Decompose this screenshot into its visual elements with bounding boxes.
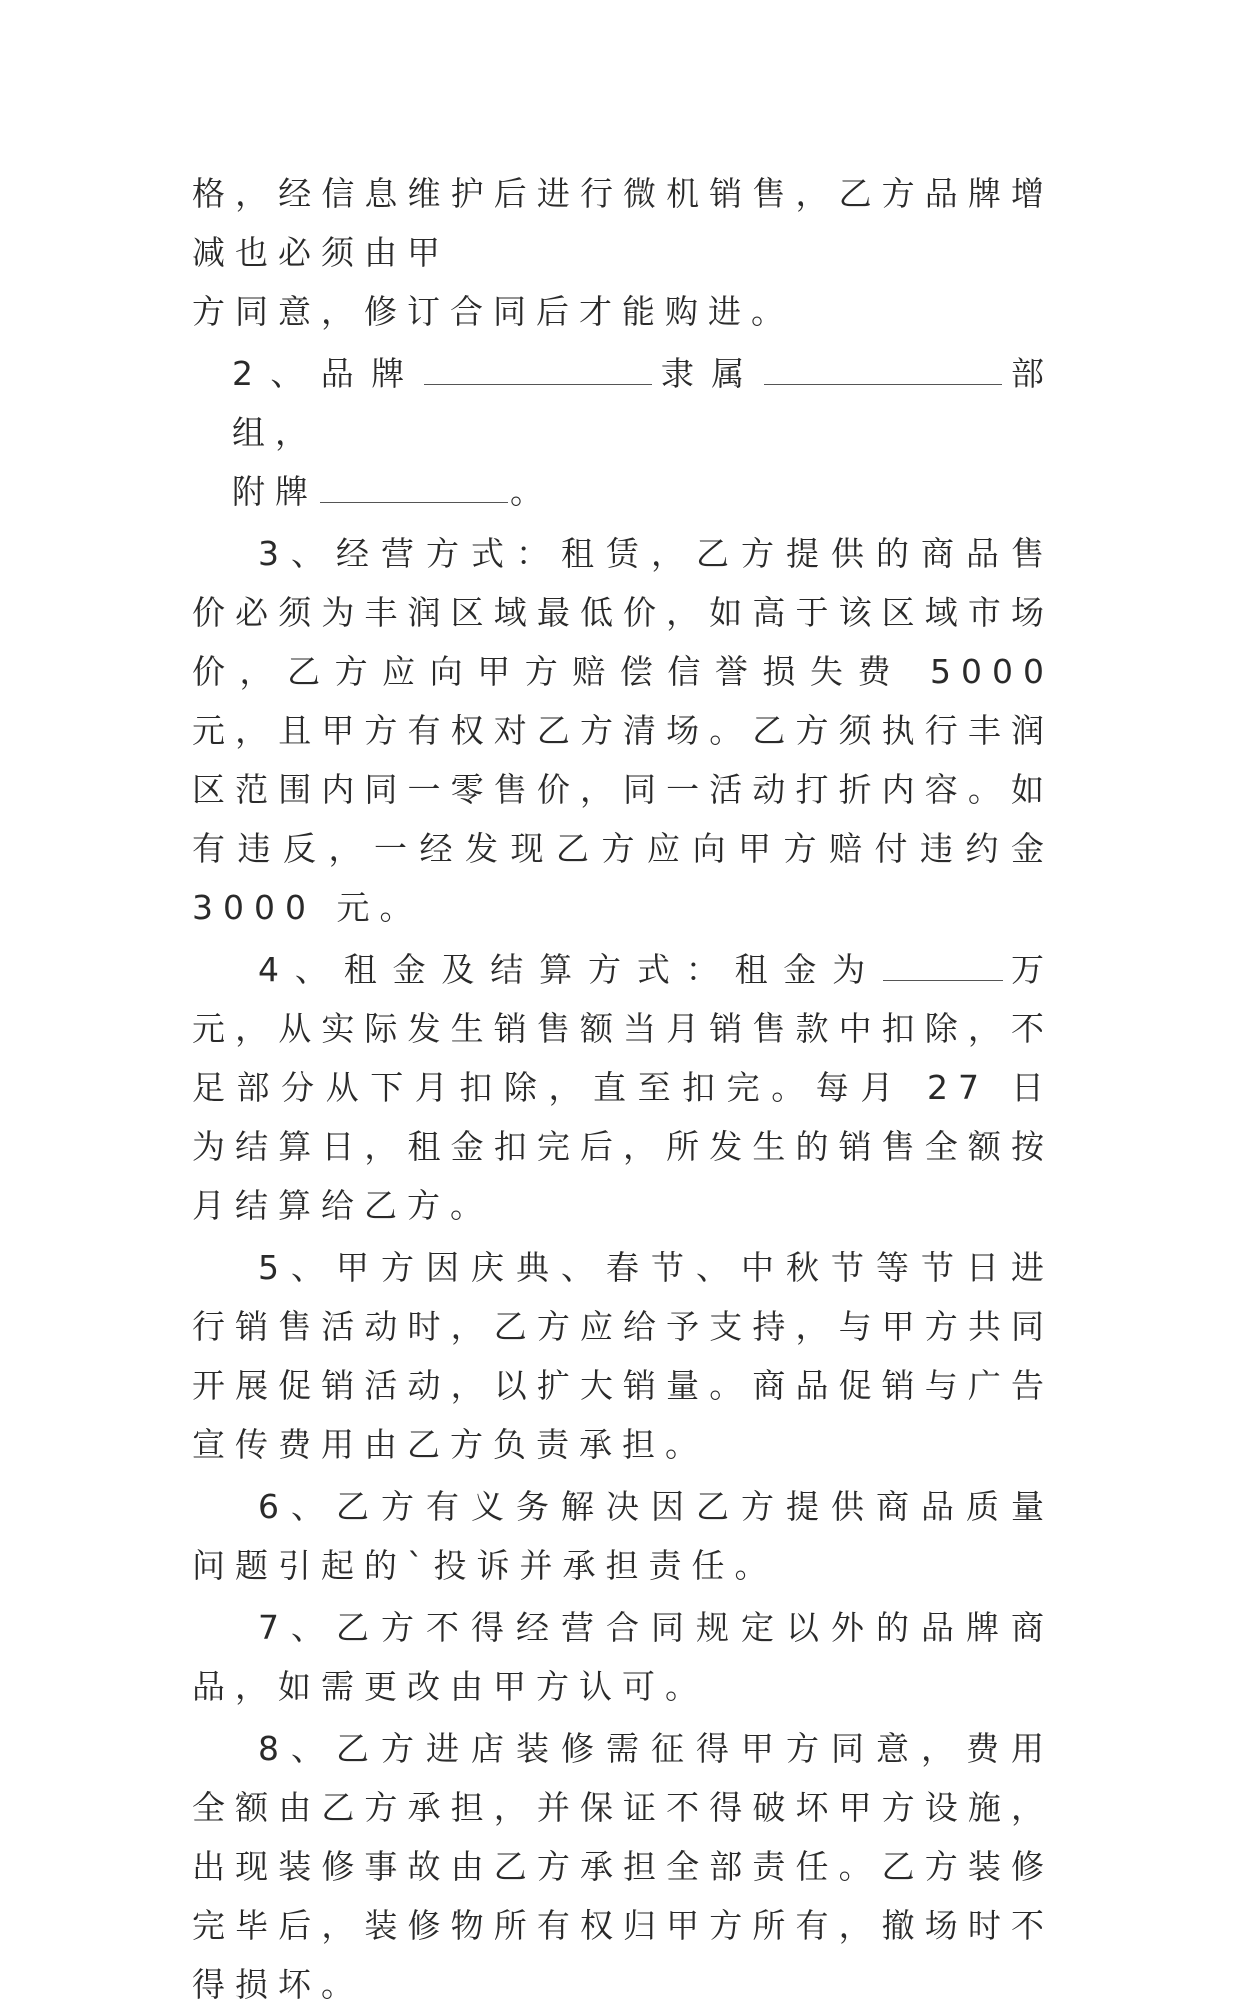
clause-4 [192,940,1054,1235]
clause-6: 6、乙方有义务解决因乙方提供商品质量问题引起的`投诉并承担责任。 [192,1487,1054,1585]
brand-blank[interactable] [424,356,652,385]
paragraph-line: 格，经信息维护后进行微机销售，乙方品牌增减也必须由甲 [192,174,1054,272]
paragraph-continued [192,164,1054,341]
sub-brand-label: 附牌 [232,472,318,511]
sub-brand-end: 。 [510,472,553,511]
clause-2-mid: 隶属 [653,354,762,393]
clause-7: 7、乙方不得经营合同规定以外的品牌商品，如需更改由甲方认可。 [192,1608,1054,1706]
clause-8: 8、乙方进店装修需征得甲方同意，费用全额由乙方承担，并保证不得破坏甲方设施，出现装修事故由乙方承担全部责任。乙方装修完毕后，装修物所有权归甲方所有，撤场时不得损坏。 [192,1729,1054,2004]
belongs-blank[interactable] [764,356,1002,385]
sub-brand-blank[interactable] [320,474,508,503]
clause-2-label: 2、品牌 [232,354,422,393]
clause-2-line2 [232,462,1054,521]
clause-2-end: 部组， [232,354,1054,452]
paragraph-line: 方同意，修订合同后才能购进。 [192,292,794,331]
clause-2 [192,344,1054,521]
clause-4-rest: 万元，从实际发生销售额当月销售款中扣除，不足部分从下月扣除，直至扣完。每月 27 日为结算日，租金扣完后，所发生的销售全额按月结算给乙方。 [192,950,1054,1225]
clause-5: 5、甲方因庆典、春节、中秋节等节日进行销售活动时，乙方应给予支持，与甲方共同开展促销活动，以扩大销量。商品促销与广告宣传费用由乙方负责承担。 [192,1248,1054,1464]
clause-4-start: 4、租金及结算方式：租金为 [258,950,882,989]
rent-blank[interactable] [883,952,1003,981]
clause-3: 3、经营方式：租赁，乙方提供的商品售价必须为丰润区域最低价，如高于该区域市场价，乙方应向甲方赔偿信誉损失费 5000 元，且甲方有权对乙方清场。乙方须执行丰润区范围内同一零售价，同一活动打折内容。如有违反，一经发现乙方应向甲方赔付违约金 3000 元。 [192,534,1054,927]
document-page [192,164,1054,2014]
